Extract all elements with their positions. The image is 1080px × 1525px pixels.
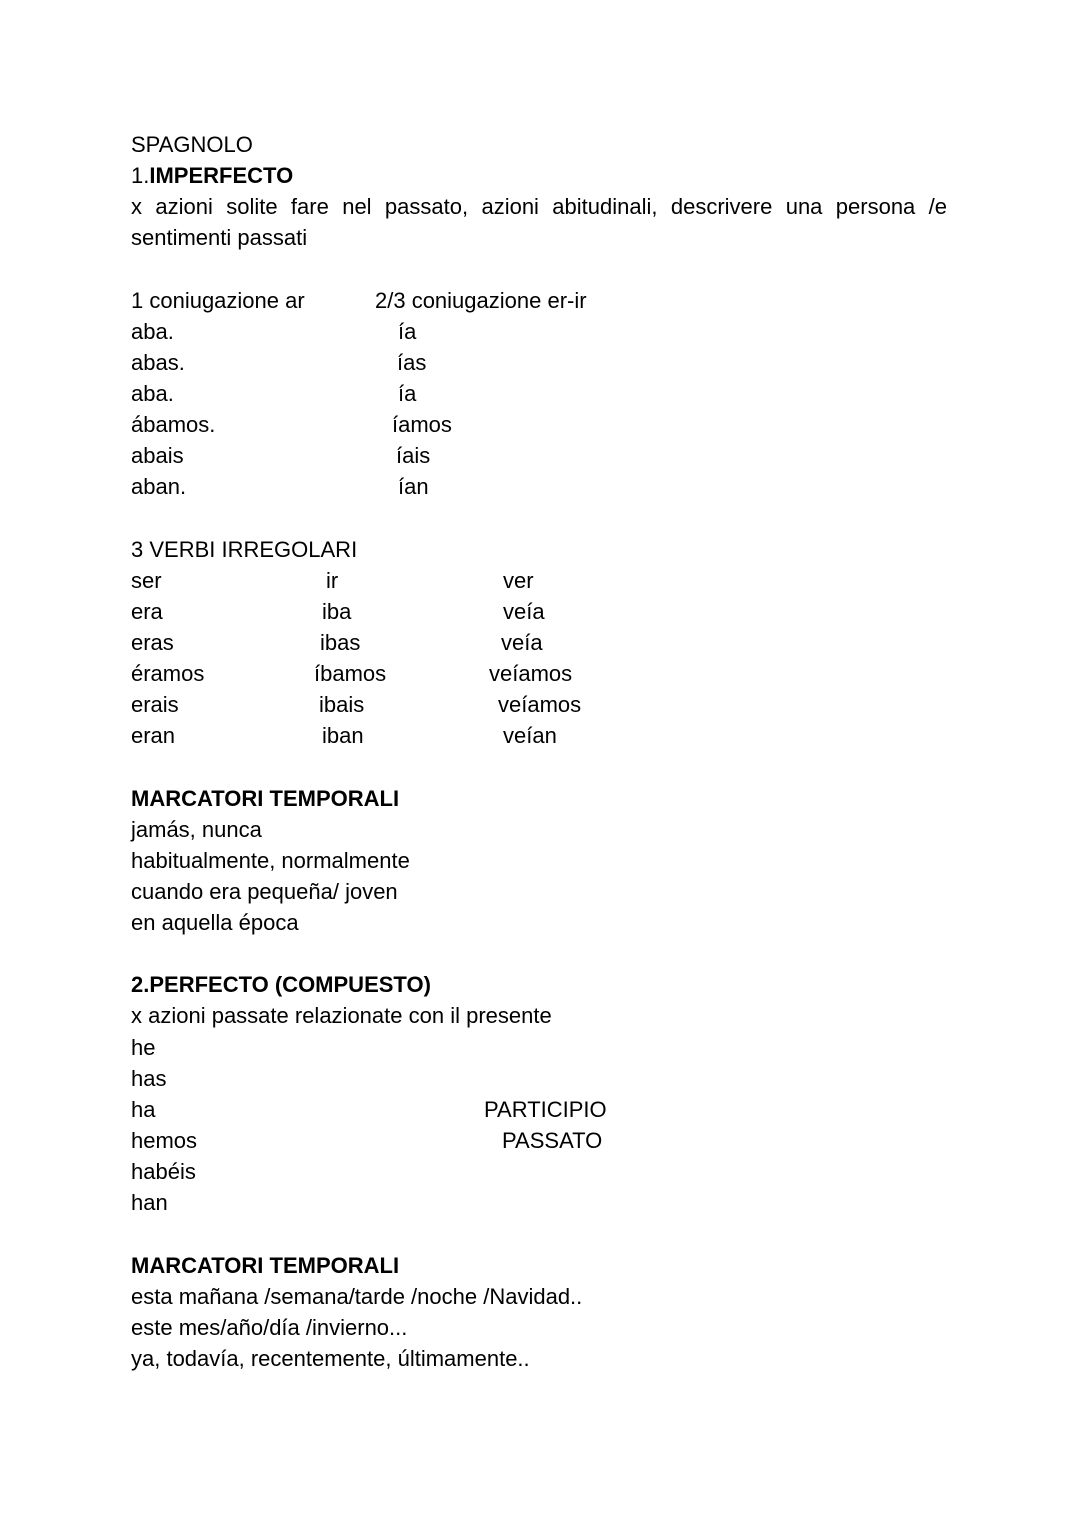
- auxiliary-form: habéis: [131, 1159, 196, 1184]
- marcatore-item: cuando era pequeña/ joven: [131, 879, 398, 904]
- verb-form-ir: íbamos: [314, 661, 387, 686]
- ending-ar: abais: [131, 443, 184, 468]
- ending-ar: aban.: [131, 474, 187, 499]
- section-number: 1.: [131, 163, 150, 188]
- verb-form-ser: eran: [131, 723, 176, 748]
- ending-er-ir: íamos: [392, 412, 452, 437]
- conjugation-header-er-ir: 2/3 coniugazione er-ir: [375, 288, 587, 313]
- verb-form-ir: iban: [322, 723, 364, 748]
- marcatore-item: habitualmente, normalmente: [131, 848, 410, 873]
- marcatore-item: este mes/año/día /invierno...: [131, 1315, 408, 1340]
- section-heading-imperfecto: [131, 160, 293, 191]
- verb-form-ser: era: [131, 599, 163, 624]
- conjugation-header-ar: 1 coniugazione ar: [131, 288, 305, 313]
- verb-form-ir: iba: [322, 599, 352, 624]
- verb-form-ser: erais: [131, 692, 179, 717]
- auxiliary-form: hemos: [131, 1128, 198, 1153]
- ending-ar: ábamos.: [131, 412, 216, 437]
- verb-form-ver: veíamos: [498, 692, 582, 717]
- participio-label: PARTICIPIO: [484, 1097, 607, 1122]
- marcatore-item: en aquella época: [131, 910, 299, 935]
- ending-er-ir: íais: [396, 443, 431, 468]
- marcatore-item: esta mañana /semana/tarde /noche /Navidad..: [131, 1284, 583, 1309]
- verb-form-ver: veíamos: [489, 661, 573, 686]
- marcatori-heading-imperfecto: MARCATORI TEMPORALI: [131, 786, 400, 811]
- auxiliary-form: ha: [131, 1097, 156, 1122]
- irregular-verbs-heading: 3 VERBI IRREGOLARI: [131, 537, 358, 562]
- verb-form-ser: éramos: [131, 661, 205, 686]
- section-heading-perfecto: 2.PERFECTO (COMPUESTO): [131, 972, 431, 997]
- marcatore-item: ya, todavía, recentemente, últimamente..: [131, 1346, 530, 1371]
- perfecto-description: x azioni passate relazionate con il presente: [131, 1003, 552, 1028]
- verb-header-ser: ser: [131, 568, 162, 593]
- passato-label: PASSATO: [502, 1128, 603, 1153]
- marcatore-item: jamás, nunca: [131, 817, 262, 842]
- verb-form-ser: eras: [131, 630, 174, 655]
- ending-ar: abas.: [131, 350, 185, 375]
- ending-er-ir: ían: [398, 474, 429, 499]
- auxiliary-form: he: [131, 1035, 156, 1060]
- section-title: IMPERFECTO: [149, 163, 294, 188]
- ending-ar: aba.: [131, 381, 174, 406]
- verb-form-ir: ibas: [320, 630, 361, 655]
- auxiliary-form: han: [131, 1190, 168, 1215]
- marcatori-heading-perfecto: MARCATORI TEMPORALI: [131, 1253, 400, 1278]
- ending-er-ir: ía: [398, 319, 417, 344]
- verb-form-ver: veía: [503, 599, 545, 624]
- verb-form-ver: veían: [503, 723, 557, 748]
- auxiliary-form: has: [131, 1066, 167, 1091]
- verb-header-ir: ir: [326, 568, 339, 593]
- imperfecto-description: x azioni solite fare nel passato, azioni abitudinali, descrivere una persona /e sentimenti passati: [131, 194, 947, 250]
- document-title: SPAGNOLO: [131, 132, 253, 157]
- verb-form-ver: veía: [501, 630, 543, 655]
- ending-er-ir: ías: [397, 350, 427, 375]
- ending-ar: aba.: [131, 319, 174, 344]
- verb-form-ir: ibais: [319, 692, 365, 717]
- verb-header-ver: ver: [503, 568, 534, 593]
- ending-er-ir: ía: [398, 381, 417, 406]
